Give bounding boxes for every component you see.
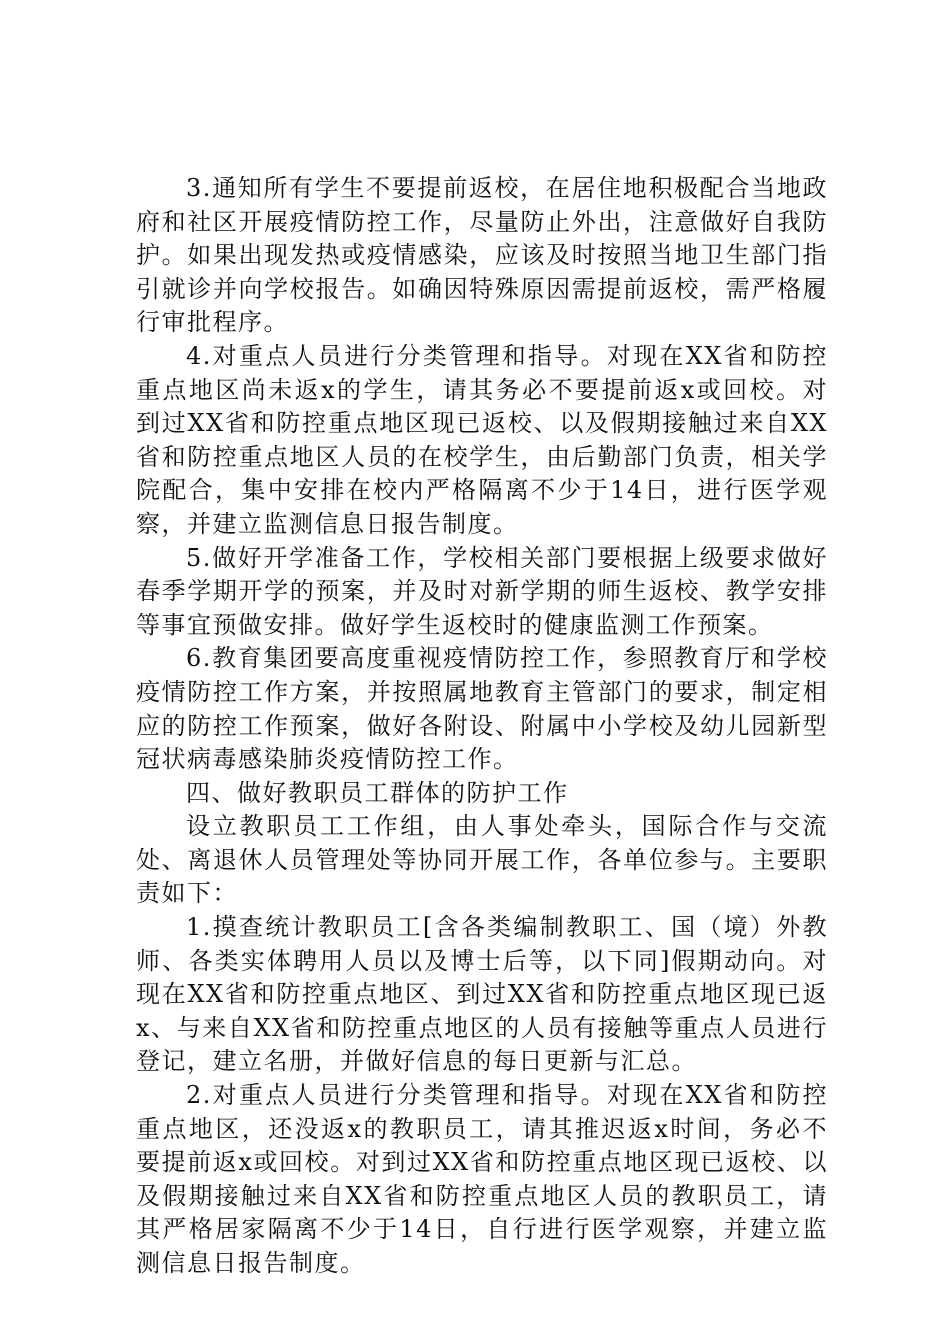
document-body bbox=[136, 172, 828, 1281]
paragraph-item-3-notify-students: 3.通知所有学生不要提前返校，在居住地积极配合当地政府和社区开展疫情防控工作，尽量防止外出，注意做好自我防护。如果出现发热或疫情感染，应该及时按照当地卫生部门指引就诊并向学校报告。如确因特殊原因需提前返校，需严格履行审批程序。 bbox=[136, 174, 828, 337]
section-heading-staff-protection: 四、做好教职员工群体的防护工作 bbox=[186, 778, 569, 807]
paragraph-item-1-staff-survey: 1.摸查统计教职员工[含各类编制教职工、国（境）外教师、各类实体聘用人员以及博士后等，以下同]假期动向。对现在XX省和防控重点地区、到过XX省和防控重点地区现已返x、与来自XX省和防控重点地区的人员有接触等重点人员进行登记，建立名册，并做好信息的每日更新与汇总。 bbox=[136, 913, 828, 1076]
paragraph-staff-working-group: 设立教职员工工作组，由人事处牵头，国际合作与交流处、离退休人员管理处等协同开展工作，各单位参与。主要职责如下： bbox=[136, 812, 828, 908]
paragraph-item-6-education-group: 6.教育集团要高度重视疫情防控工作，参照教育厅和学校疫情防控工作方案，并按照属地教育主管部门的要求，制定相应的防控工作预案，做好各附设、附属中小学校及幼儿园新型冠状病毒感染肺炎疫情防控工作。 bbox=[136, 644, 828, 774]
paragraph-item-5-semester-preparation: 5.做好开学准备工作，学校相关部门要根据上级要求做好春季学期开学的预案，并及时对新学期的师生返校、教学安排等事宜预做安排。做好学生返校时的健康监测工作预案。 bbox=[136, 543, 828, 639]
paragraph-item-4-student-key-personnel: 4.对重点人员进行分类管理和指导。对现在XX省和防控重点地区尚未返x的学生，请其务必不要提前返x或回校。对到过XX省和防控重点地区现已返校、以及假期接触过来自XX省和防控重点地区人员的在校学生，由后勤部门负责，相关学院配合，集中安排在校内严格隔离不少于14日，进行医学观察，并建立监测信息日报告制度。 bbox=[136, 341, 828, 538]
paragraph-item-2-staff-key-personnel: 2.对重点人员进行分类管理和指导。对现在XX省和防控重点地区，还没返x的教职员工，请其推迟返x时间，务必不要提前返x或回校。对到过XX省和防控重点地区现已返校、以及假期接触过来自XX省和防控重点地区人员的教职员工，请其严格居家隔离不少于14日，自行进行医学观察，并建立监测信息日报告制度。 bbox=[136, 1081, 828, 1277]
